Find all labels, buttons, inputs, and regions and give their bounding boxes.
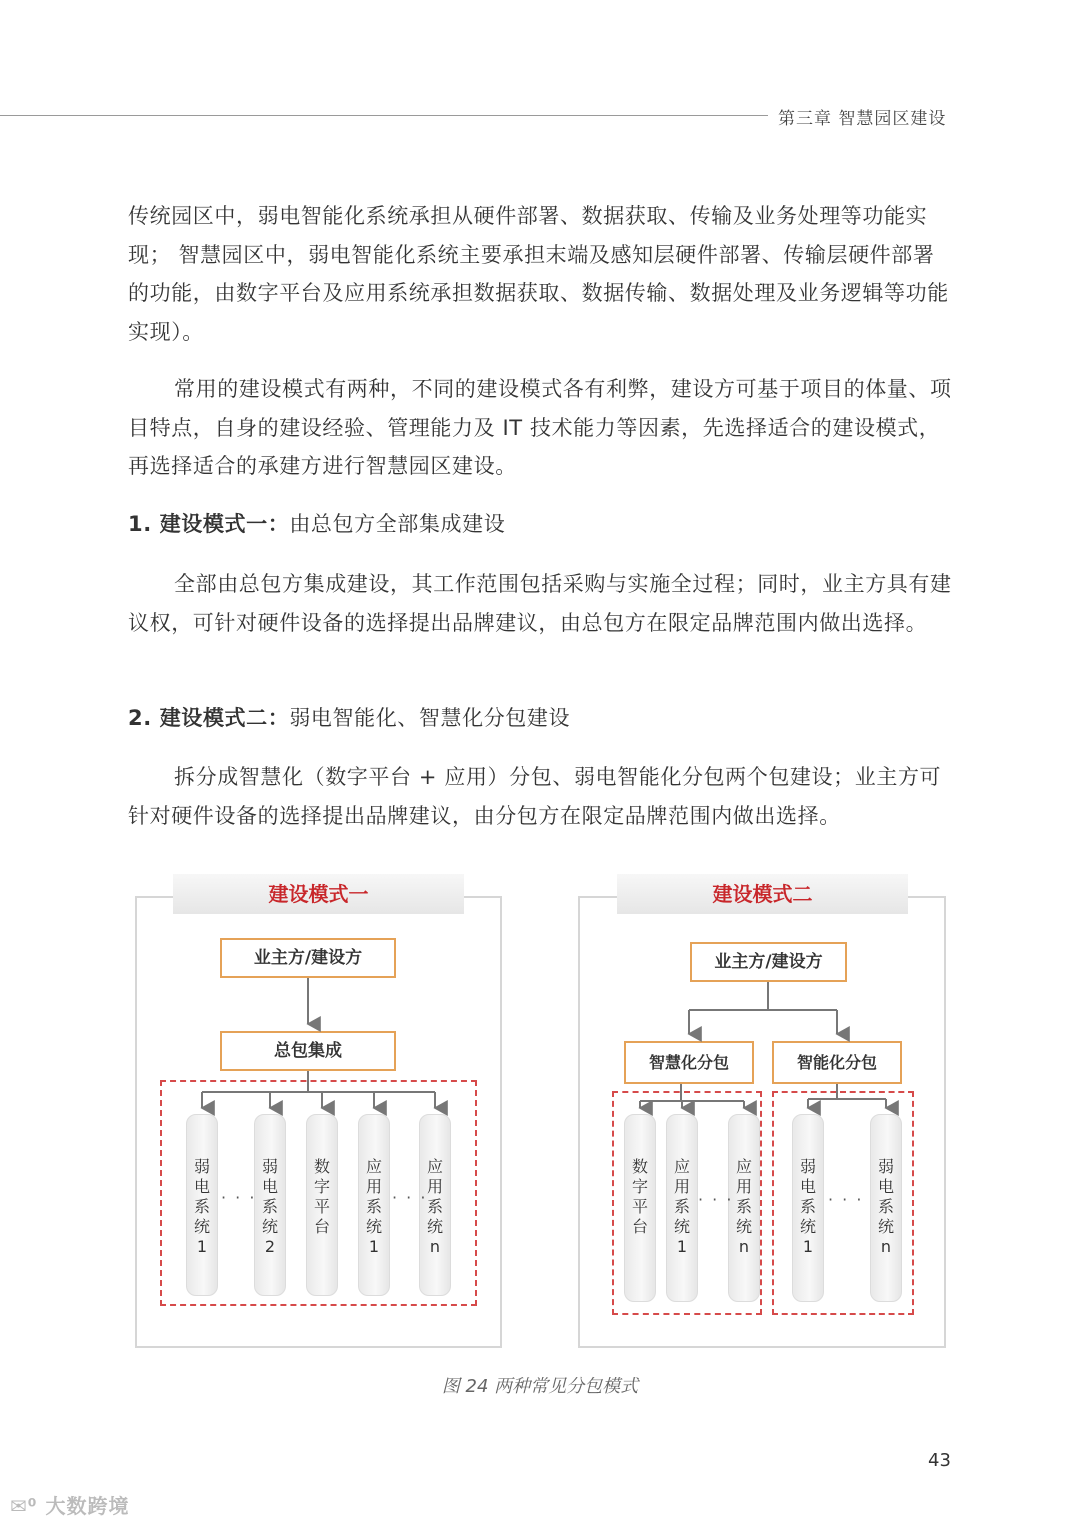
diagram-1-item-app-system-n: 应用系统n [419,1114,451,1296]
diagram-1-item-app-system-1: 应用系统1 [358,1114,390,1296]
diagram-1-contractor-box: 总包集成 [220,1031,396,1071]
section-heading-2-text: 弱电智能化、智慧化分包建设 [289,706,571,730]
section-heading-1-label: 1. 建设模式一： [128,512,290,536]
section-heading-2-label: 2. 建设模式二： [128,706,290,730]
paragraph-2: 常用的建设模式有两种，不同的建设模式各有利弊，建设方可基于项目的体量、项目特点，自身的建设经验、管理能力及 IT 技术能力等因素，先选择适合的建设模式，再选择适合的承建方进行智慧园区建设。 [128,377,952,478]
watermark-logo-icon: ✉⁰ [10,1494,46,1518]
section-heading-1-text: 由总包方全部集成建设 [289,512,506,536]
diagram-2-item-weak-system-1: 弱电系统1 [792,1114,824,1302]
paragraph-3: 全部由总包方集成建设，其工作范围包括采购与实施全过程；同时，业主方具有建议权，可针对硬件设备的选择提出品牌建议，由总包方在限定品牌范围内做出选择。 [128,572,952,635]
diagram-2-intelligent-package-box: 智能化分包 [772,1041,902,1084]
diagram-1-ellipsis-left: · · · [221,1188,257,1207]
diagram-1-item-weak-system-1: 弱电系统1 [186,1114,218,1296]
diagram-2-title: 建设模式二 [617,874,908,914]
paragraph-4: 拆分成智慧化（数字平台 + 应用）分包、弱电智能化分包两个包建设；业主方可针对硬件设备的选择提出品牌建议，由分包方在限定品牌范围内做出选择。 [128,765,942,828]
watermark [10,1490,129,1519]
diagram-2-owner-box: 业主方/建设方 [690,942,847,982]
paragraph-1: 传统园区中，弱电智能化系统承担从硬件部署、数据获取、传输及业务处理等功能实现； 智慧园区中，弱电智能化系统主要承担末端及感知层硬件部署、传输层硬件部署的功能，由数字平台及应用系统承担数据获取、数据传输、数据处理及业务逻辑等功能实现）。 [128,204,949,344]
diagram-1-ellipsis-right: · · · [392,1188,428,1207]
diagram-1-item-digital-platform: 数字平台 [306,1114,338,1296]
diagram-1-title: 建设模式一 [173,874,464,914]
chapter-title: 第三章 智慧园区建设 [778,109,947,129]
diagram-2-item-app-system-n: 应用系统n [728,1114,760,1302]
figure-caption: 图 24 两种常见分包模式 [441,1376,639,1397]
page-number: 43 [928,1450,951,1471]
diagram-1-item-weak-system-2: 弱电系统2 [254,1114,286,1296]
diagram-2-smart-package-box: 智慧化分包 [624,1041,754,1084]
diagram-2-item-weak-system-n: 弱电系统n [870,1114,902,1302]
diagram-2-item-digital-platform: 数字平台 [624,1114,656,1302]
diagram-1-owner-box: 业主方/建设方 [220,938,396,978]
watermark-text: 大数跨境 [45,1494,130,1518]
diagram-2-item-app-system-1: 应用系统1 [666,1114,698,1302]
diagram-2-ellipsis-right: · · · [828,1190,864,1209]
diagram-2-ellipsis-left: · · · [698,1190,734,1209]
